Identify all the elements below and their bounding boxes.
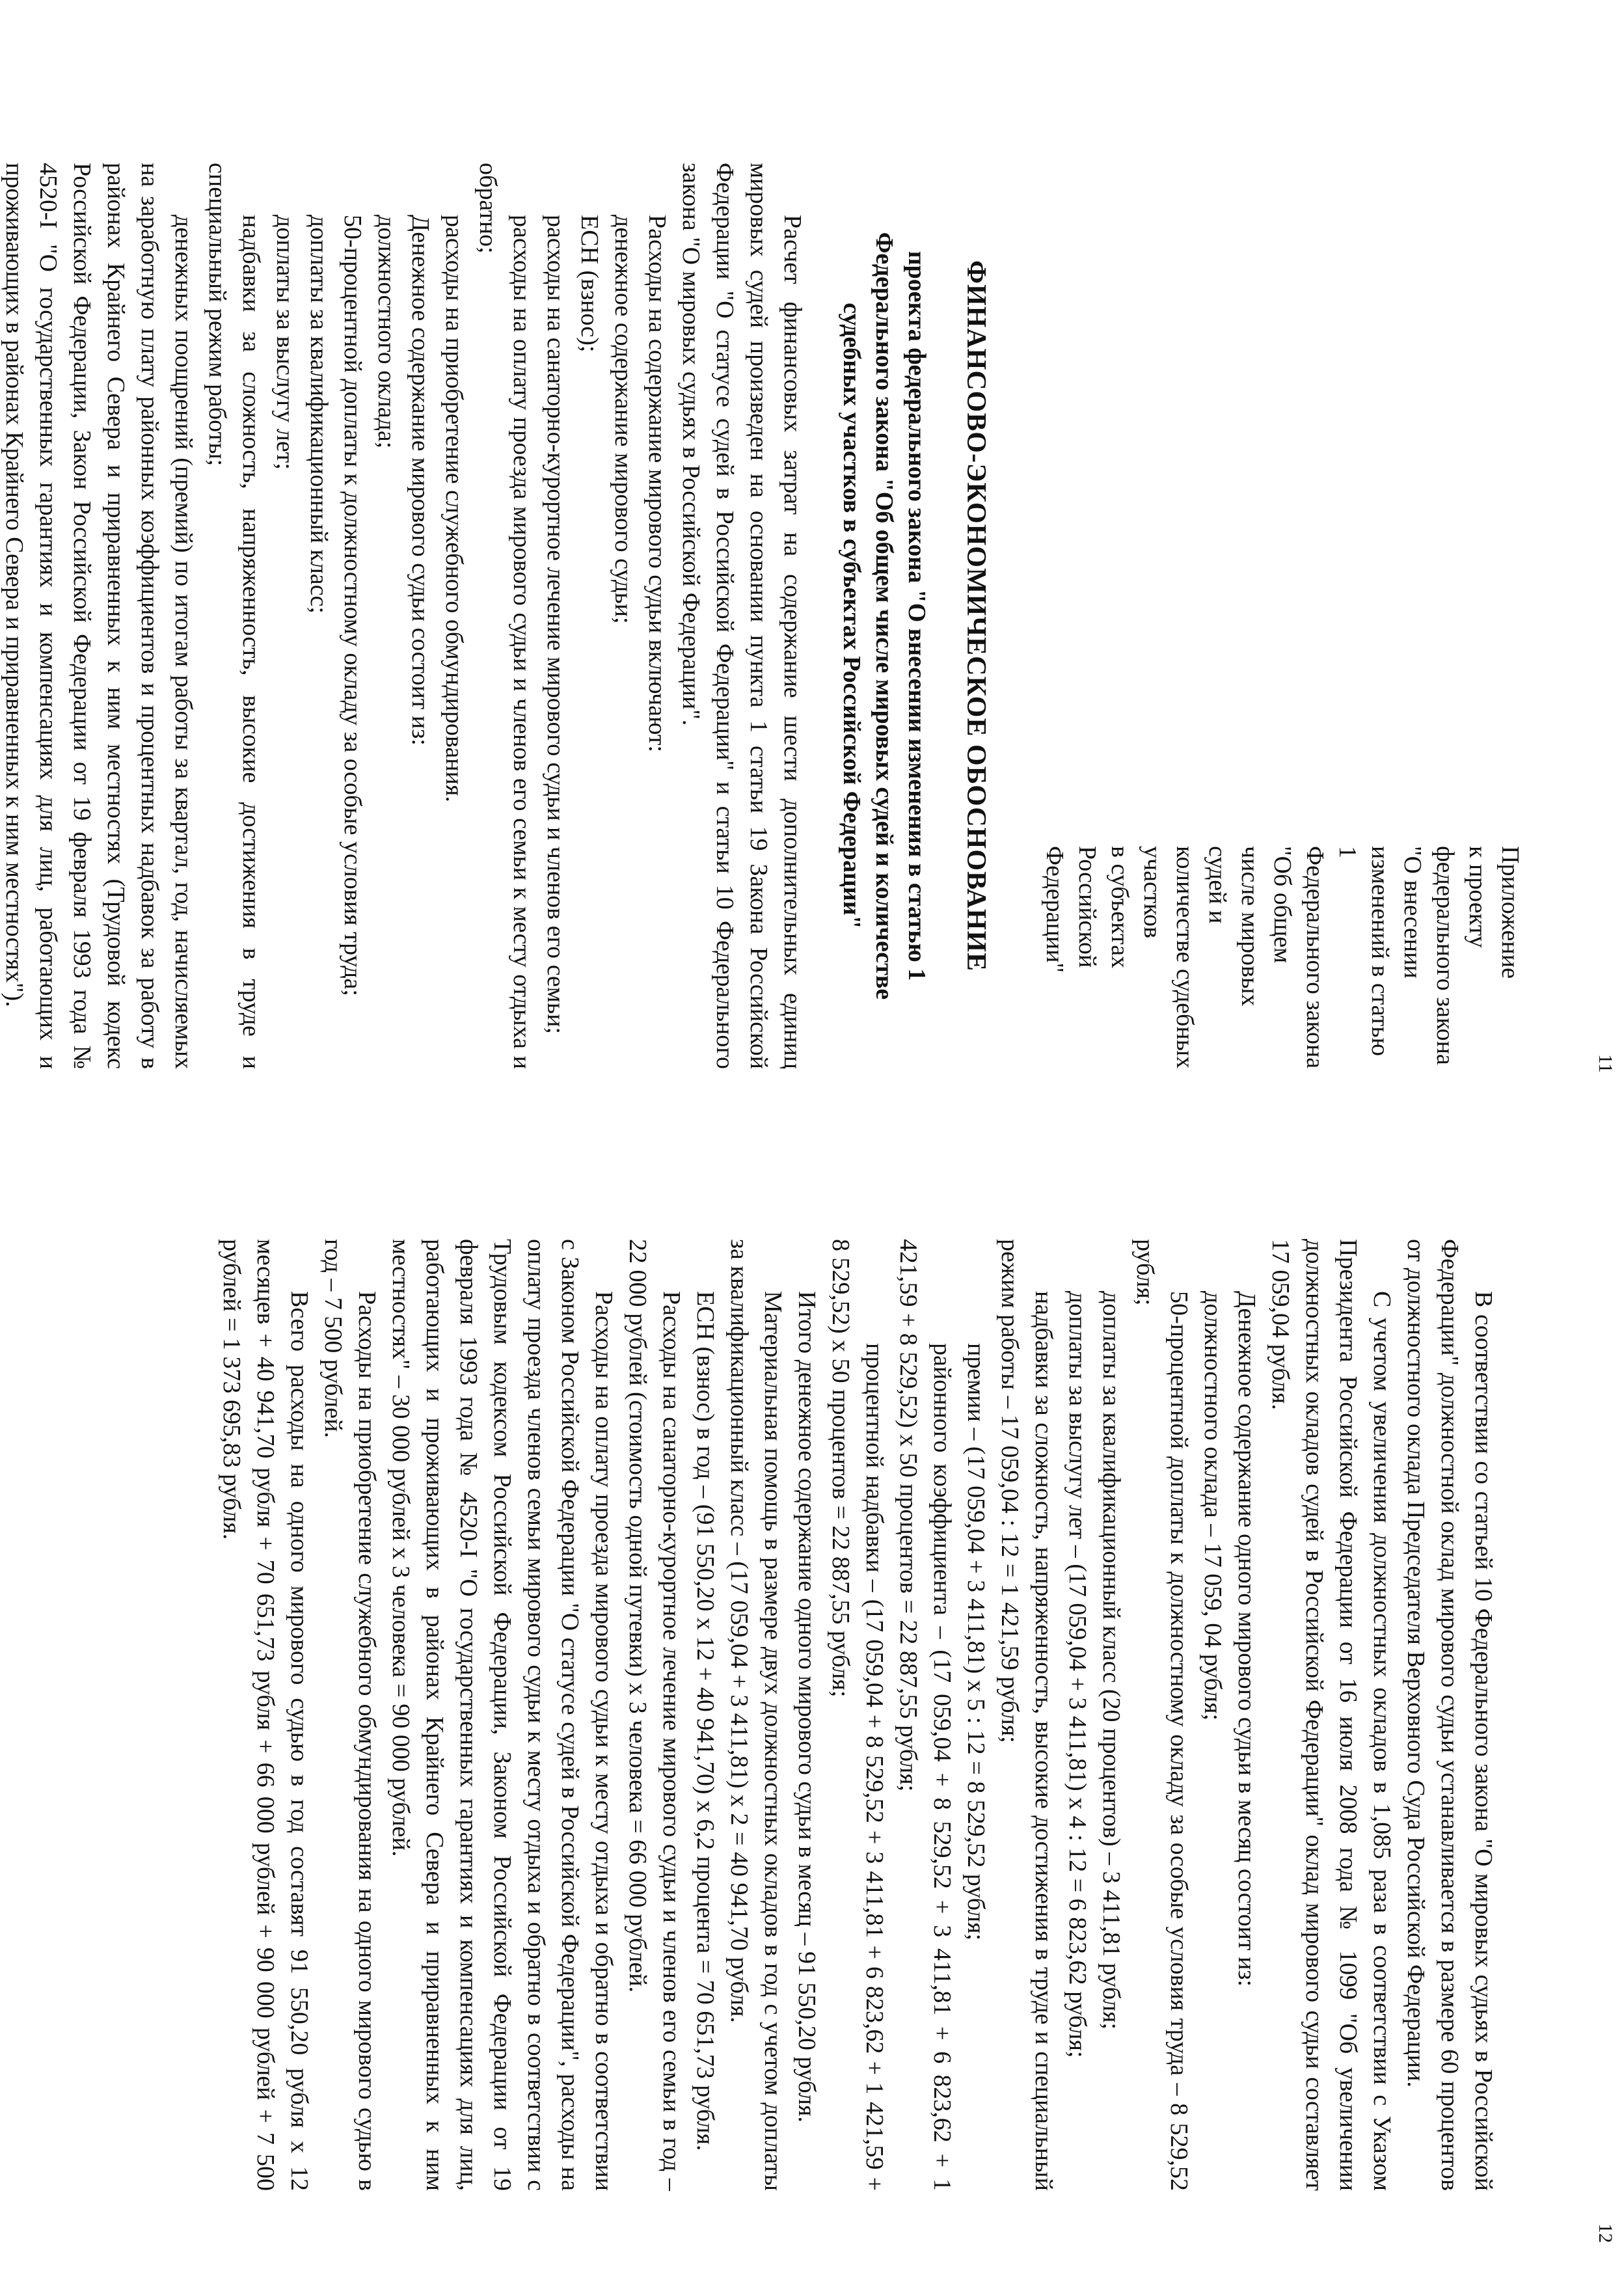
appendix-line: к проекту федерального закона	[1431, 846, 1491, 1065]
list-item: должностного оклада – 17 059, 04 рубля;	[1199, 1291, 1226, 1721]
paragraph: Расчет финансовых затрат на содержание шести дополнительных единиц мировых судей произведен на основании пункта 1 статьи 19 Закона Российской Федерации "О статусе судей в Российской Федерации" и статьи 10 Федерального закона "О мировых судьях в Российской Федерации".	[677, 163, 806, 1069]
list-item: денежное содержание мирового судьи;	[610, 215, 637, 624]
page-number-11: 11	[1595, 1054, 1616, 1073]
list-item: процентной надбавки – (17 059,04 + 8 529,52 + 3 411,81 + 6 823,62 + 1 421,59 + 8 529,52) х 50 процентов = 22 887,55 рубля;	[827, 1239, 888, 2191]
paragraph: Материальная помощь в размере двух должностных окладов в год с учетом доплаты за квалификационный класс – (17 059,04 + 3 411,81) х 2 = 40 941,70 рубля.	[725, 1239, 787, 2191]
list-item: районного коэффициента – (17 059,04 + 8 529,52 + 3 411,81 + 6 823,62 + 1 421,59 + 8 529,52) х 50 процентов = 22 887,55 рубля;	[895, 1239, 956, 2191]
appendix-line: в субъектах Российской Федерации"	[1041, 846, 1133, 973]
list-item: расходы на санаторно-курортное лечение мирового судьи и членов его семьи;	[542, 215, 569, 1035]
list-item: должностного оклада;	[373, 215, 400, 449]
page-11-content	[0, 163, 1526, 1069]
appendix-line: числе мировых судей и	[1204, 846, 1264, 1007]
list-item: ЕСН (взнос);	[576, 215, 603, 353]
paragraph: ЕСН (взнос) в год – (91 550,20 х 12 + 40 941,70) х 6,2 процента = 70 651,73 рубля.	[692, 1291, 719, 2151]
paragraph: Расходы на оплату проезда мирового судьи к месту отдыха и обратно в соответствии с Законом Российской Федерации "О статусе судей в Российской Федерации", расходы на оплату проезда членов семьи мирового судьи к месту отдыха и обратно в соответствии с Трудовым кодексом Российской Федерации, Законом Российской Федерации от 19 февраля 1993 года № 4520-I "О государственных гарантиях и компенсациях для лиц, работающих и проживающих в районах Крайнего Севера и приравненных к ним местностях" – 30 000 рублей х 3 человека = 90 000 рублей.	[387, 1239, 617, 2191]
page-12-content	[215, 1239, 1500, 2191]
list-item: надбавки за сложность, напряженность, высокие достижения в труде и специальный режим работы – 17 059,04 : 12 = 1 421,59 рубля;	[996, 1239, 1057, 2191]
page-number-12: 12	[1595, 2223, 1616, 2243]
list-item: расходы на оплату проезда мирового судьи и членов его семьи к месту отдыха и обратно;	[474, 163, 535, 1069]
appendix-block	[1038, 846, 1526, 1069]
list-item: 50-процентной доплаты к должностному окладу за особые условия труда – 8 529,52 рубля;	[1131, 1239, 1193, 2191]
list-item: расходы на приобретение служебного обмундирования.	[440, 215, 468, 802]
list-item: доплаты за квалификационный класс (20 процентов) – 3 411,81 рубля;	[1098, 1291, 1125, 2030]
document-title: ФИНАНСОВО-ЭКОНОМИЧЕСКОЕ ОБОСНОВАНИЕ	[961, 260, 991, 972]
appendix-line: количестве судебных участков	[1139, 846, 1198, 1069]
paragraph: Расходы на приобретение служебного обмундирования на одного мирового судью в год – 7 500 рублей.	[319, 1239, 381, 2191]
paragraph: Расходы на санаторно-курортное лечение мирового судьи и членов его семьи в год – 22 000 рублей (стоимость одной путевки) х 3 человека = 66 000 рублей.	[624, 1239, 685, 2191]
page-12	[0, 1141, 1624, 2282]
paragraph: Денежное содержание мирового судьи состоит из:	[407, 215, 434, 746]
document-subtitle: проекта федерального закона "О внесении изменения в статью 1 Федерального закона "Об общем числе мировых судей и количестве судебных участков в субъектах Российской Федерации"	[838, 232, 930, 1000]
appendix-line: "О внесении изменений в статью 1	[1334, 846, 1426, 1057]
appendix-line: Приложение	[1496, 846, 1524, 979]
list-item: 50-процентной доплаты к должностному окладу за особые условия труда;	[339, 215, 366, 996]
list-item: доплаты за квалификационный класс;	[305, 215, 332, 614]
appendix-line: Федерального закона "Об общем	[1269, 846, 1329, 1069]
paragraph: Денежное содержание одного мирового судьи в месяц состоит из:	[1233, 1291, 1260, 1987]
list-item: надбавки за сложность, напряженность, высокие достижения в труде и специальный режим работы;	[204, 163, 265, 1069]
paragraph: В соответствии со статьей 10 Федерального закона "О мировых судьях в Российской Федерации" должностной оклад мирового судьи устанавливается в размере 60 процентов от должностного оклада Председателя Верховного Суда Российской Федерации.	[1402, 1239, 1497, 2191]
list-item: доплаты за выслугу лет;	[271, 215, 299, 470]
list-item: денежных поощрений (премий) по итогам работы за квартал, год, начисляемых на заработную плату районных коэффициентов и процентных надбавок за работу в районах Крайнего Севера и приравненных к ним местностях (Трудовой кодекс Российской Федерации, Закон Российской Федерации от 19 февраля 1993 года № 4520-I "О государственных гарантиях и компенсациях для лиц, работающих и проживающих в районах Крайнего Севера и приравненных к ним местностях").	[1, 163, 197, 1069]
list-item: доплаты за выслугу лет – (17 059,04 + 3 411,81) х 4 : 12 = 6 823,62 рубля;	[1064, 1291, 1091, 2058]
paragraph: Расходы на содержание мирового судьи включают:	[643, 215, 671, 753]
paragraph: С учетом увеличения должностных окладов в 1,085 раза в соответствии с Указом Президента Российской Федерации от 16 июля 2008 года № 1099 "Об увеличении должностных окладов судей в Российской Федерации" оклад мирового судьи составляет 17 059,04 рубля.	[1267, 1239, 1396, 2191]
paragraph: Всего расходы на одного мирового судью в год составят 91 550,20 рубля х 12 месяцев + 40 941,70 рубля + 70 651,73 рубля + 66 000 рублей + 90 000 рублей + 7 500 рублей = 1 373 695,83 рубля.	[218, 1239, 313, 2191]
paragraph: Итого денежное содержание одного мирового судьи в месяц – 91 550,20 рубля.	[793, 1291, 820, 2123]
list-item: премии – (17 059,04 + 3 411,81) х 5 : 12 = 8 529,52 рубля;	[962, 1343, 990, 1941]
